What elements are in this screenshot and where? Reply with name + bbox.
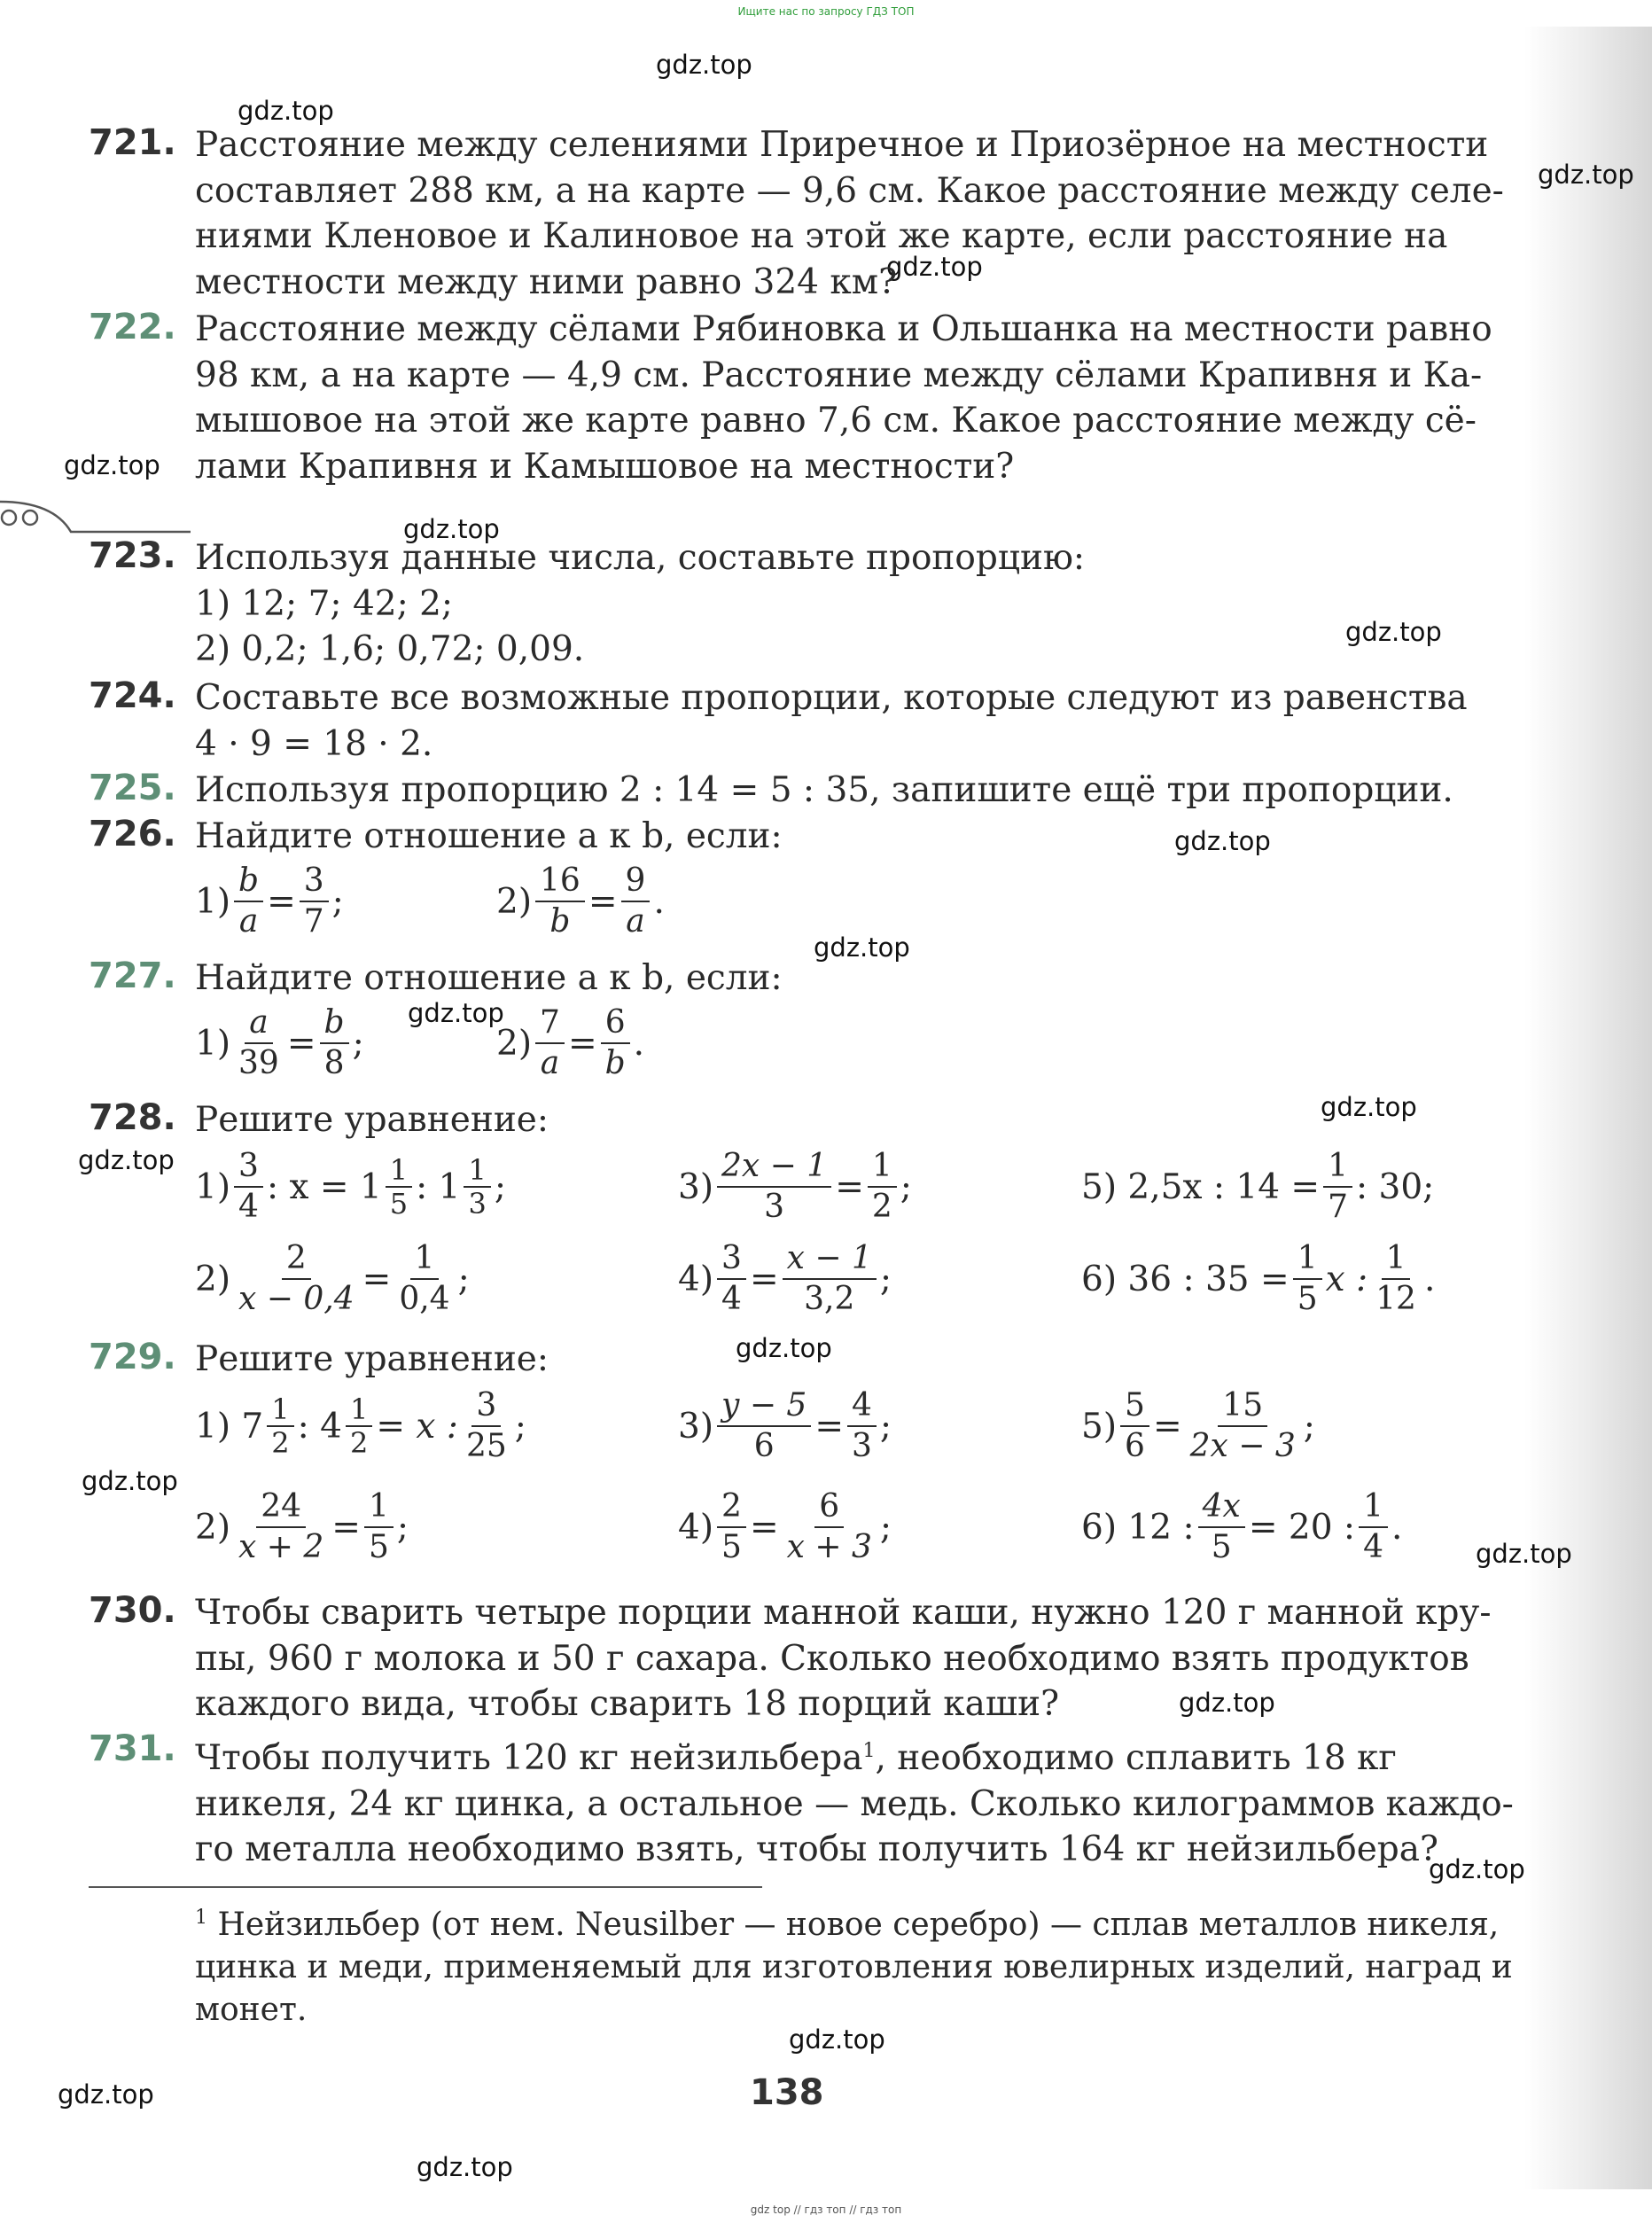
denominator: 39: [238, 1045, 279, 1081]
separator: ;: [514, 1406, 526, 1447]
numerator: 3: [300, 862, 329, 902]
problem-731: [89, 1728, 1514, 1870]
problem-724: [89, 675, 1476, 773]
numerator: 1: [1323, 1147, 1352, 1188]
numerator: 3: [717, 1239, 746, 1280]
fraction: [1293, 1239, 1322, 1319]
separator: ;: [1303, 1406, 1315, 1447]
item-label: 4): [678, 1259, 714, 1299]
problem-number: 721.: [89, 122, 176, 163]
fraction: [1186, 1386, 1300, 1466]
text-line: составляет 288 км, а на карте — 9,6 см. Какое расстояние между селе-: [195, 170, 1504, 211]
numerator: a: [245, 1003, 272, 1044]
fraction: [1120, 1386, 1149, 1466]
equation: [195, 1239, 470, 1319]
separator: .: [1391, 1507, 1403, 1548]
page-number: 138: [750, 2072, 824, 2113]
numerator: 6: [601, 1003, 630, 1044]
watermark: gdz.top: [1538, 160, 1634, 190]
problem-text: [195, 675, 1476, 767]
denominator: 2: [871, 1189, 892, 1225]
text-line: Расстояние между сёлами Рябиновка и Ольшанка на местности равно: [195, 309, 1492, 349]
problem-text: [195, 1097, 1476, 1143]
denominator: 0,4: [399, 1281, 450, 1317]
watermark: gdz.top: [403, 514, 500, 544]
problem-number: 722.: [89, 307, 176, 347]
numerator: 2: [717, 1487, 746, 1528]
numerator: 1: [464, 1154, 490, 1188]
top-banner[interactable]: Ищите нас по запросу ГДЗ ТОП: [737, 5, 915, 18]
fraction: [601, 1003, 630, 1083]
problem-730: [89, 1590, 1492, 1732]
fraction: [300, 862, 329, 941]
equation: [195, 1003, 364, 1083]
watermark: gdz.top: [408, 998, 504, 1028]
denominator: 5: [1297, 1281, 1318, 1317]
fraction: [717, 1239, 746, 1319]
denominator: 4: [238, 1189, 259, 1225]
text-line: 4 · 9 = 18 · 2.: [195, 723, 433, 764]
problem-number: 729.: [89, 1337, 176, 1377]
text-line: лами Крапивня и Камышовое на местности?: [195, 446, 1015, 487]
footnote-reference: 1: [862, 1740, 876, 1762]
numerator: 6: [814, 1487, 844, 1528]
denominator: 2: [271, 1426, 290, 1460]
fraction: [234, 1239, 359, 1319]
text-part: , необходимо сплавить 18 кг: [875, 1738, 1397, 1778]
problem-text: [195, 1337, 1476, 1383]
text-line: Чтобы сварить четыре порции манной каши, нужно 120 г манной кру-: [195, 1593, 1492, 1633]
item-label: 1): [195, 1023, 231, 1064]
fraction: [234, 1147, 263, 1227]
numerator: 5: [1120, 1386, 1149, 1427]
text-line: ниями Кленовое и Калиновое на этой же карте, если расстояние на: [195, 216, 1448, 256]
problem-727: [89, 956, 1476, 1088]
problem-number: 725.: [89, 768, 176, 808]
equation: [678, 1147, 912, 1227]
numerator: y − 5: [717, 1386, 811, 1427]
item-label: 2): [496, 1023, 533, 1064]
problem-723: [89, 535, 1476, 677]
numerator: b: [234, 862, 263, 902]
problem-number: 727.: [89, 956, 176, 996]
text-line: Используя пропорцию 2 : 14 = 5 : 35, запишите ещё три пропорции.: [195, 770, 1453, 810]
footnote-line: монет.: [195, 1992, 308, 2028]
equals-sign: =: [567, 1023, 597, 1064]
numerator: 4: [847, 1386, 877, 1427]
watermark: gdz.top: [82, 1466, 178, 1496]
equals-sign: =: [1152, 1406, 1182, 1447]
fraction: [621, 862, 651, 941]
denominator: 12: [1375, 1281, 1416, 1317]
equals-sign: =: [362, 1259, 392, 1299]
problem-number: 724.: [89, 675, 176, 716]
numerator: 9: [621, 862, 651, 902]
denominator: 2: [349, 1426, 369, 1460]
denominator: 3: [468, 1187, 487, 1221]
expression-part: = x :: [376, 1406, 458, 1447]
footnote-line: [195, 1897, 1500, 1946]
numerator: 4x: [1198, 1487, 1245, 1528]
expression-part: 1) 7: [195, 1406, 264, 1447]
watermark: gdz.top: [64, 450, 160, 480]
numerator: 15: [1218, 1386, 1267, 1427]
denominator: 5: [368, 1529, 389, 1565]
separator: ;: [494, 1166, 506, 1207]
watermark: gdz.top: [1321, 1092, 1417, 1122]
fraction: [535, 862, 585, 941]
watermark: gdz.top: [78, 1145, 175, 1175]
problem-text: [195, 122, 1504, 305]
equation: [1081, 1487, 1402, 1567]
text-line: [195, 1728, 1476, 1782]
denominator: 5: [721, 1529, 742, 1565]
fraction: [1371, 1239, 1421, 1319]
text-line: Составьте все возможные пропорции, которые следуют из равенства: [195, 678, 1468, 718]
expression-part: : x = 1: [266, 1166, 382, 1207]
problem-729: [89, 1337, 1476, 1576]
separator: .: [633, 1023, 645, 1064]
denominator: 25: [465, 1428, 507, 1464]
problem-text: [195, 535, 1476, 673]
problem-728: [89, 1097, 1476, 1328]
separator: ;: [457, 1259, 470, 1299]
expression-part: 5) 2,5x : 14 =: [1081, 1166, 1321, 1207]
watermark: gdz.top: [1345, 617, 1442, 647]
footnote-mark: 1: [195, 1907, 207, 1929]
text-line: го металла необходимо взять, чтобы получить 164 кг нейзильбера?: [195, 1829, 1438, 1869]
fraction: [464, 1154, 490, 1220]
bottom-banner[interactable]: gdz top // гдз топ // гдз топ: [750, 2204, 902, 2216]
problem-725: [89, 768, 1476, 817]
watermark: gdz.top: [736, 1333, 832, 1363]
denominator: 7: [303, 903, 324, 940]
fraction: [535, 1003, 565, 1083]
item-label: 2): [195, 1507, 231, 1548]
footnote-line: цинка и меди, применяемый для изготовления ювелирных изделий, наград и: [195, 1949, 1513, 1985]
text-line: 1) 12; 7; 42; 2;: [195, 583, 454, 624]
fraction: [1359, 1487, 1388, 1567]
footnote: [195, 1897, 1513, 2032]
watermark: gdz.top: [886, 252, 983, 282]
expression-part: = 20 :: [1248, 1507, 1356, 1548]
fraction: [1323, 1147, 1352, 1227]
numerator: 1: [868, 1147, 897, 1188]
separator: ;: [331, 881, 344, 922]
equation: [195, 862, 344, 941]
separator: ;: [352, 1023, 364, 1064]
item-label: 1): [195, 881, 231, 922]
watermark: gdz.top: [1174, 826, 1271, 856]
expression-part: x :: [1325, 1259, 1368, 1299]
text-line: Используя данные числа, составьте пропорцию:: [195, 538, 1086, 578]
expression-part: : 4: [297, 1406, 342, 1447]
expression-part: : 1: [416, 1166, 461, 1207]
equation: [678, 1239, 892, 1319]
denominator: x + 3: [786, 1529, 872, 1565]
fraction: [364, 1487, 394, 1567]
denominator: 3: [852, 1428, 872, 1464]
denominator: 4: [721, 1281, 742, 1317]
problem-text: [195, 956, 1476, 1002]
problem-number: 731.: [89, 1728, 176, 1769]
expression-part: 6) 12 :: [1081, 1507, 1195, 1548]
separator: .: [1423, 1259, 1436, 1299]
separator: ;: [879, 1259, 892, 1299]
problem-number: 728.: [89, 1097, 176, 1138]
denominator: a: [626, 903, 645, 940]
equals-sign: =: [749, 1259, 779, 1299]
numerator: 24: [256, 1487, 306, 1528]
denominator: 2x − 3: [1189, 1428, 1296, 1464]
numerator: 1: [1293, 1239, 1322, 1280]
text-line: Найдите отношение a к b, если:: [195, 958, 783, 998]
denominator: 6: [1125, 1428, 1145, 1464]
separator: ;: [879, 1406, 892, 1447]
text-line: Найдите отношение a к b, если:: [195, 816, 783, 856]
watermark: gdz.top: [417, 2152, 513, 2182]
fraction: [847, 1386, 877, 1466]
fraction: [783, 1487, 877, 1567]
page-edge-shadow: [1524, 27, 1652, 2189]
separator: .: [653, 881, 665, 922]
fraction: [462, 1386, 511, 1466]
denominator: 8: [323, 1045, 345, 1081]
problem-number: 723.: [89, 535, 176, 576]
equation: [1081, 1147, 1434, 1227]
numerator: 2: [282, 1239, 311, 1280]
numerator: b: [320, 1003, 349, 1044]
equation: [195, 1386, 526, 1466]
item-label: 2): [496, 881, 533, 922]
numerator: 3: [471, 1386, 501, 1427]
margin-ornament-icon: [0, 496, 191, 535]
numerator: 1: [346, 1393, 372, 1427]
text-line: никеля, 24 кг цинка, а остальное — медь. Сколько килограммов каждо-: [195, 1783, 1514, 1824]
equation: [496, 1003, 644, 1083]
denominator: x + 2: [238, 1529, 324, 1565]
watermark: gdz.top: [1179, 1688, 1275, 1718]
fraction: [783, 1239, 877, 1319]
item-label: 4): [678, 1507, 714, 1548]
fraction: [717, 1386, 811, 1466]
separator: ;: [900, 1166, 912, 1207]
denominator: a: [238, 903, 259, 940]
problem-text: [195, 768, 1476, 814]
equals-sign: =: [331, 1507, 361, 1548]
equation: [1081, 1239, 1435, 1319]
fraction: [717, 1147, 831, 1227]
denominator: 7: [1328, 1189, 1348, 1225]
separator: ;: [879, 1507, 892, 1548]
problem-726: [89, 814, 1476, 947]
problem-number: 726.: [89, 814, 176, 854]
text-line: 98 км, а на карте — 4,9 см. Расстояние между сёлами Крапивня и Ка-: [195, 355, 1483, 395]
fraction: [234, 862, 263, 941]
item-label: 5): [1081, 1406, 1118, 1447]
denominator: 4: [1363, 1529, 1383, 1565]
equals-sign: =: [588, 881, 618, 922]
denominator: 6: [753, 1428, 775, 1464]
numerator: 1: [410, 1239, 440, 1280]
watermark: gdz.top: [58, 2079, 154, 2110]
equation: [1081, 1386, 1315, 1466]
numerator: 1: [1359, 1487, 1388, 1528]
problem-722: [89, 307, 1492, 493]
text-line: пы, 960 г молока и 50 г сахара. Сколько необходимо взять продуктов: [195, 1638, 1469, 1679]
denominator: x − 0,4: [238, 1281, 355, 1317]
text-part: Чтобы получить 120 кг нейзильбера: [195, 1738, 863, 1778]
fraction: [868, 1147, 897, 1227]
numerator: 7: [535, 1003, 565, 1044]
equation: [195, 1487, 409, 1567]
denominator: 5: [1211, 1529, 1232, 1565]
text-line: Решите уравнение:: [195, 1339, 549, 1379]
problem-number: 730.: [89, 1590, 176, 1631]
fraction: [320, 1003, 349, 1083]
fraction: [267, 1393, 293, 1459]
equation: [496, 862, 665, 941]
separator: ;: [396, 1507, 409, 1548]
denominator: b: [549, 903, 571, 940]
numerator: 1: [386, 1154, 412, 1188]
text-line: местности между ними равно 324 км?: [195, 261, 897, 302]
item-label: 3): [678, 1166, 714, 1207]
equals-sign: =: [267, 881, 296, 922]
fraction: [386, 1154, 412, 1220]
item-label: 1): [195, 1166, 231, 1207]
numerator: 3: [234, 1147, 263, 1188]
text-line: Расстояние между селениями Приречное и Приозёрное на местности: [195, 125, 1489, 165]
equation: [195, 1147, 506, 1227]
equals-sign: =: [286, 1023, 316, 1064]
denominator: 3: [764, 1189, 785, 1225]
watermark: gdz.top: [1476, 1539, 1572, 1569]
text-line: 2) 0,2; 1,6; 0,72; 0,09.: [195, 629, 585, 669]
numerator: 16: [535, 862, 585, 902]
watermark: gdz.top: [238, 96, 334, 126]
item-label: 2): [195, 1259, 231, 1299]
denominator: 3,2: [804, 1281, 855, 1317]
fraction: [394, 1239, 454, 1319]
text-line: Решите уравнение:: [195, 1100, 549, 1140]
fraction: [717, 1487, 746, 1567]
fraction: [234, 1003, 284, 1083]
equals-sign: =: [835, 1166, 864, 1207]
footnote-divider: [89, 1886, 762, 1888]
problem-721: [89, 122, 1504, 308]
item-label: 3): [678, 1406, 714, 1447]
equals-sign: =: [814, 1406, 845, 1447]
equation: [678, 1487, 892, 1567]
text-line: мышовое на этой же карте равно 7,6 см. Какое расстояние между сё-: [195, 401, 1477, 441]
watermark: gdz.top: [789, 2024, 885, 2055]
denominator: b: [604, 1045, 626, 1081]
fraction: [1198, 1487, 1245, 1567]
expression-part: 6) 36 : 35 =: [1081, 1259, 1290, 1299]
expression-part: : 30;: [1355, 1166, 1435, 1207]
problem-text: [195, 814, 1476, 860]
problem-text: [195, 1590, 1492, 1728]
text-line: каждого вида, чтобы сварить 18 порций каши?: [195, 1684, 1059, 1724]
watermark: gdz.top: [656, 50, 752, 80]
fraction: [234, 1487, 328, 1567]
numerator: 1: [1382, 1239, 1411, 1280]
numerator: 1: [364, 1487, 394, 1528]
numerator: x − 1: [783, 1239, 877, 1280]
fraction: [346, 1393, 372, 1459]
footnote-text: Нейзильбер (от нем. Neusilber — новое серебро) — сплав металлов никеля,: [217, 1907, 1500, 1943]
numerator: 2x − 1: [717, 1147, 831, 1188]
equals-sign: =: [749, 1507, 779, 1548]
watermark: gdz.top: [1429, 1854, 1525, 1884]
problem-text: [195, 307, 1492, 489]
denominator: a: [540, 1045, 560, 1081]
equation: [678, 1386, 892, 1466]
watermark: gdz.top: [814, 932, 910, 963]
numerator: 1: [267, 1393, 293, 1427]
denominator: 5: [389, 1187, 409, 1221]
